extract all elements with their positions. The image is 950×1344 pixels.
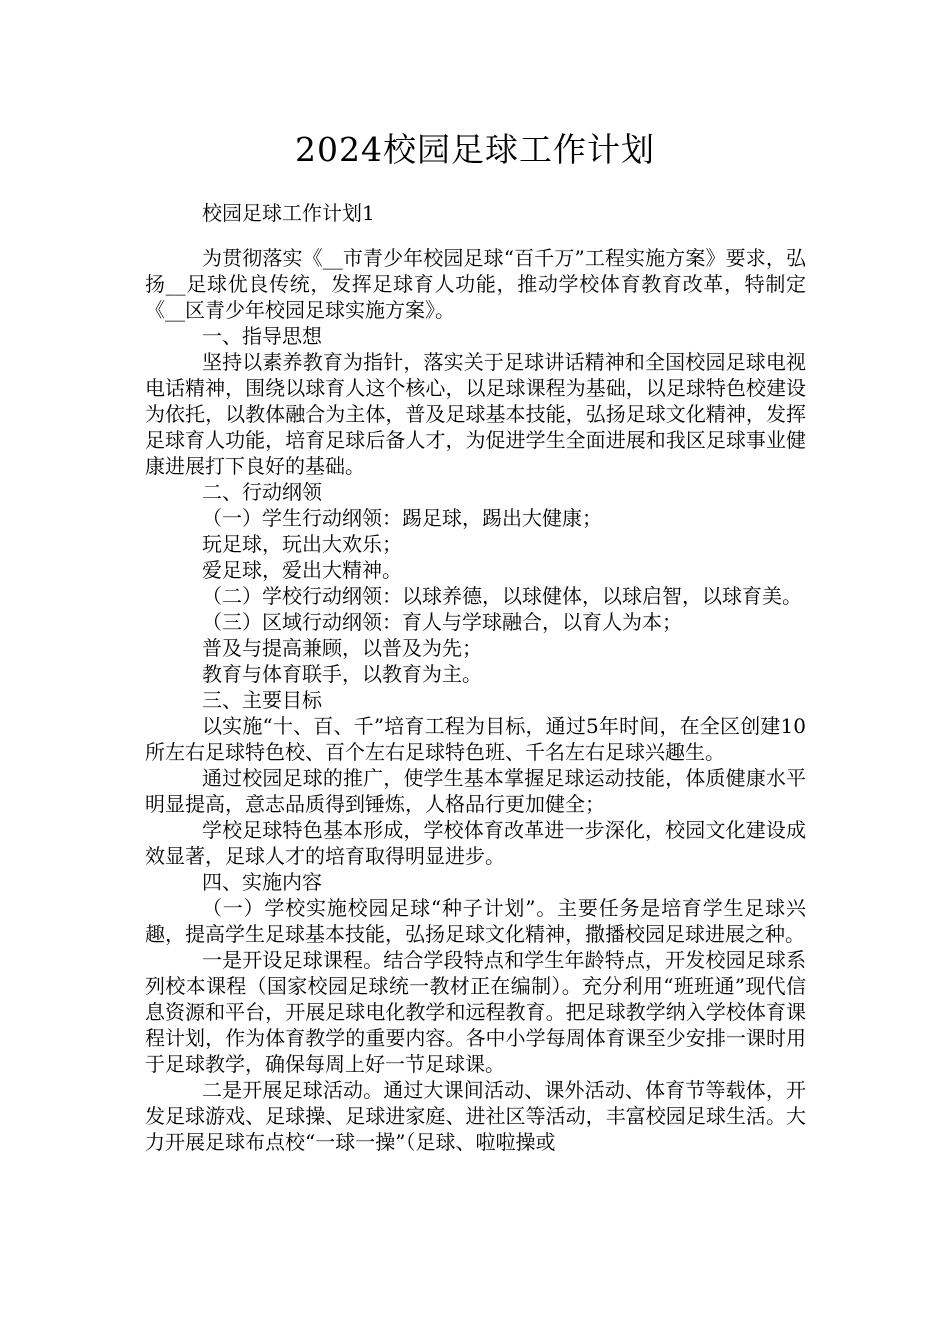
paragraph: 爱足球，爱出大精神。 <box>202 558 402 582</box>
paragraph: 学校足球特色基本形成，学校体育改革进一步深化，校园文化建设成效显著，足球人才的培育取得明显进步。 <box>145 818 806 868</box>
document-subtitle: 校园足球工作计划1 <box>202 201 375 225</box>
paragraph: 教育与体育联手，以教育为主。 <box>202 662 482 686</box>
paragraph: （一）学校实施校园足球“种子计划”。主要任务是培育学生足球兴趣，提高学生足球基本技能，弘扬足球文化精神，撒播校园足球进展之种。 <box>145 896 806 946</box>
paragraph: 通过校园足球的推广，使学生基本掌握足球运动技能，体质健康水平明显提高，意志品质得到锤炼，人格品行更加健全； <box>145 766 806 816</box>
paragraph: （二）学校行动纲领：以球养德，以球健体，以球启智，以球育美。 <box>202 584 802 608</box>
paragraph: 为贯彻落实《__市青少年校园足球“百千万”工程实施方案》要求，弘扬__足球优良传统，发挥足球育人功能，推动学校体育教育改革，特制定《__区青少年校园足球实施方案》。 <box>145 246 806 322</box>
paragraph: （一）学生行动纲领：踢足球，踢出大健康； <box>202 506 602 530</box>
paragraph: 一是开设足球课程。结合学段特点和学生年龄特点，开发校园足球系列校本课程（国家校园足球统一教材正在编制）。充分利用“班班通”现代信息资源和平台，开展足球电化教学和远程教育。把足球教学纳入学校体育课程计划，作为体育教学的重要内容。各中小学每周体育课至少安排一课时用于足球教学，确保每周上好一节足球课。 <box>145 948 806 1076</box>
paragraph: （三）区域行动纲领：育人与学球融合，以育人为本； <box>202 610 682 634</box>
document-title: 2024校园足球工作计划 <box>295 130 655 169</box>
paragraph: 以实施“十、百、千”培育工程为目标，通过5年时间，在全区创建10所左右足球特色校、百个左右足球特色班、千名左右足球兴趣生。 <box>145 714 806 764</box>
paragraph: 四、实施内容 <box>202 870 322 894</box>
paragraph: 玩足球，玩出大欢乐； <box>202 532 402 556</box>
paragraph: 一、指导思想 <box>202 324 322 348</box>
paragraph: 二是开展足球活动。通过大课间活动、课外活动、体育节等载体，开发足球游戏、足球操、足球进家庭、进社区等活动，丰富校园足球生活。大力开展足球布点校“一球一操”（足球、啦啦操或 <box>145 1078 806 1154</box>
paragraph: 坚持以素养教育为指针，落实关于足球讲话精神和全国校园足球电视电话精神，围绕以球育人这个核心，以足球课程为基础，以足球特色校建设为依托，以教体融合为主体，普及足球基本技能，弘扬足球文化精神，发挥足球育人功能，培育足球后备人才，为促进学生全面进展和我区足球事业健康进展打下良好的基础。 <box>145 350 806 478</box>
paragraph: 二、行动纲领 <box>202 480 322 504</box>
paragraph: 普及与提高兼顾，以普及为先； <box>202 636 482 660</box>
paragraph: 三、主要目标 <box>202 688 322 712</box>
document-body <box>145 245 806 1155</box>
